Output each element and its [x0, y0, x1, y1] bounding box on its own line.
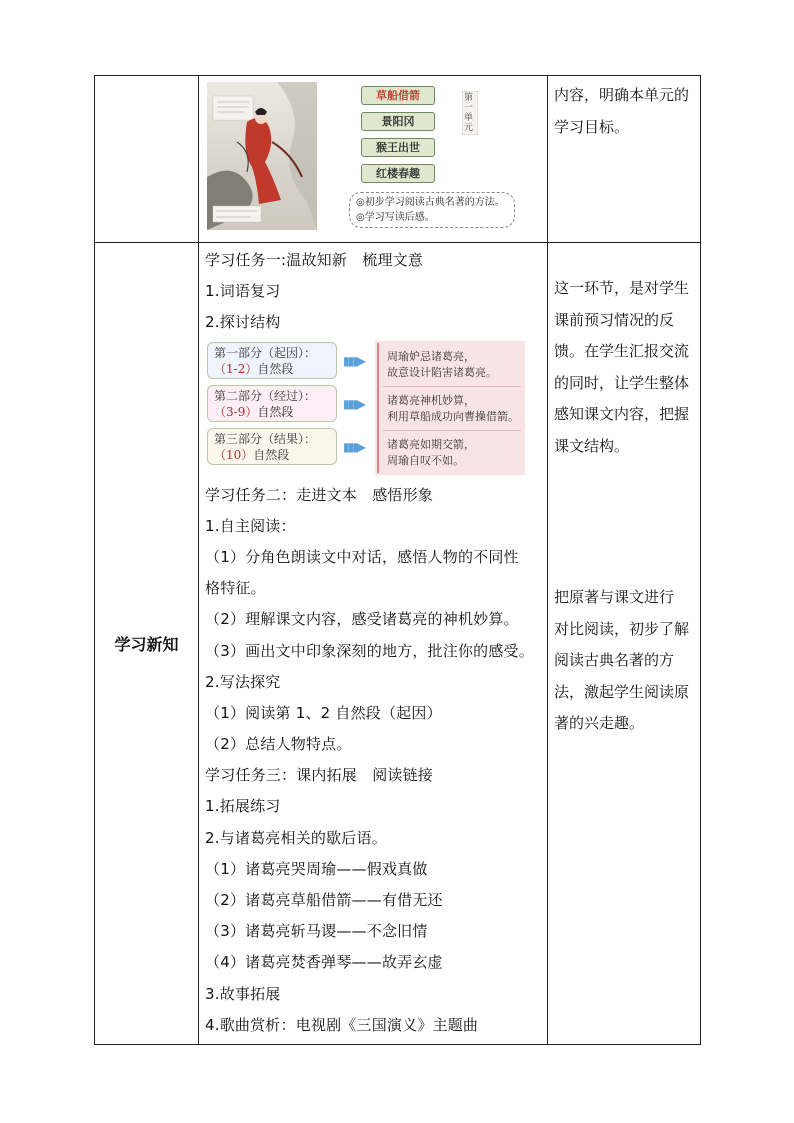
- content-line: （1）分角色朗读文中对话，感悟人物的不同性: [205, 547, 519, 566]
- note-line: 对比阅读，初步了解: [554, 619, 690, 638]
- content-line: 学习任务一:温故知新 梳理文意: [205, 251, 424, 269]
- content-line: （2）理解课文内容，感受诸葛亮的神机妙算。: [205, 610, 519, 629]
- accent-bar: [377, 343, 379, 473]
- part-title: 第一部分（起因）：: [214, 345, 317, 360]
- part-suffix: 自然段: [257, 361, 294, 376]
- content-line: 3.故事拓展: [205, 984, 281, 1003]
- unit-title-text: 第一单元: [464, 93, 474, 133]
- note-line: 课前预习情况的反: [554, 310, 675, 329]
- summary-block: [387, 437, 475, 469]
- summary-block: [387, 349, 497, 381]
- section-title: 学习新知: [95, 243, 199, 1045]
- part-suffix: 自然段: [257, 404, 294, 419]
- content-line: 学习任务二：走进文本 感悟形象: [205, 485, 434, 504]
- empty-cell: [95, 76, 199, 243]
- content-line: （3）诸葛亮斩马谡——不念旧情: [205, 922, 428, 941]
- summary-line: 故意设计陷害诸葛亮。: [387, 365, 497, 379]
- note-line: 阅读古典名著的方: [554, 651, 675, 669]
- table-row: [95, 243, 701, 1045]
- summary-line: 周瑜妒忌诸葛亮，: [387, 349, 475, 363]
- note-line: 课文结构。: [554, 436, 630, 455]
- goal-item: ◎初步学习阅读古典名著的方法。: [356, 197, 505, 208]
- content-line: 1.词语复习: [205, 282, 281, 301]
- arrow-icon: ▮▮▮▶: [343, 353, 365, 368]
- summary-block: [387, 393, 519, 425]
- note-line: 把原著与课文进行: [554, 588, 675, 606]
- content-line: 2.与诸葛亮相关的歇后语。: [205, 828, 387, 847]
- lesson-item: 景阳冈: [361, 112, 435, 131]
- part-range: （3-9）: [214, 404, 258, 419]
- note-cell: [548, 243, 701, 1045]
- note-line: 感知课文内容，把握: [554, 405, 690, 423]
- content-line: 1.自主阅读：: [205, 516, 296, 535]
- content-line: 2.写法探究: [205, 672, 281, 691]
- structure-part: [207, 342, 337, 379]
- content-line: （2）总结人物特点。: [205, 735, 352, 754]
- content-line: 1.拓展练习: [205, 797, 281, 816]
- lesson-plan-table: [94, 75, 701, 1045]
- content-line: （1）诸葛亮哭周瑜——假戏真做: [205, 859, 428, 878]
- structure-parts: [207, 342, 337, 471]
- lesson-item: 草船借箭: [361, 86, 435, 105]
- divider: [383, 430, 521, 431]
- lesson-item: 红楼春趣: [361, 164, 435, 183]
- note-line: 内容，明确本单元的: [554, 86, 690, 104]
- note-line: 的同时，让学生整体: [554, 373, 690, 392]
- note-line: 这一环节，是对学生: [554, 279, 690, 297]
- part-title: 第三部分（结果）：: [214, 431, 317, 446]
- note-cell: [548, 76, 701, 243]
- unit-goals-box: [349, 192, 515, 228]
- lesson-item: 猴王出世: [361, 138, 435, 157]
- note-line: 著的兴走趣。: [554, 714, 645, 732]
- arrow-icon: ▮▮▮▶: [343, 396, 365, 411]
- structure-summary-panel: [375, 341, 525, 475]
- arrow-icon: ▮▮▮▶: [343, 439, 365, 454]
- teaching-note: [548, 243, 700, 462]
- content-line: （3）画出文中印象深刻的地方，批注你的感受。: [205, 641, 534, 660]
- summary-line: 利用草船成功向曹操借箭。: [387, 409, 519, 423]
- note-line: 馈。在学生汇报交流: [554, 342, 690, 360]
- content-line: （1）阅读第 1、2 自然段（起因）: [205, 703, 442, 722]
- divider: [383, 386, 521, 387]
- part-range: （10）: [214, 447, 254, 462]
- slide-cell: [199, 76, 548, 243]
- teaching-note: [548, 76, 700, 143]
- book-cover-illustration: [207, 82, 317, 230]
- structure-slide: [207, 342, 525, 476]
- content-line: 4.歌曲赏析：电视剧《三国演义》主题曲: [205, 1015, 479, 1034]
- content-line: 学习任务三：课内拓展 阅读链接: [205, 766, 434, 785]
- content-line: 2.探讨结构: [205, 313, 281, 332]
- part-range: （1-2）: [214, 361, 258, 376]
- content-line: （2）诸葛亮草船借箭——有借无还: [205, 891, 443, 909]
- unit-slide-image: [207, 82, 525, 230]
- structure-part: [207, 385, 337, 422]
- summary-line: 诸葛亮如期交箭，: [387, 437, 475, 451]
- teaching-note: [548, 462, 700, 740]
- summary-line: 周瑜自叹不如。: [387, 453, 464, 467]
- structure-part: [207, 428, 337, 465]
- goal-item: ◎学习写读后感。: [356, 212, 435, 223]
- painting-illustration: [207, 82, 317, 230]
- note-line: 法，激起学生阅读原: [554, 682, 690, 701]
- summary-line: 诸葛亮神机妙算，: [387, 393, 475, 407]
- note-line: 学习目标。: [554, 117, 630, 136]
- content-cell: [199, 243, 548, 1045]
- lesson-list: [361, 86, 435, 190]
- table-row: [95, 76, 701, 243]
- content-line: 格特征。: [205, 579, 266, 598]
- part-title: 第二部分（经过）：: [214, 388, 317, 403]
- content-line: （4）诸葛亮焚香弹琴——故弄玄虚: [205, 953, 443, 972]
- part-suffix: 自然段: [253, 447, 290, 462]
- unit-title-badge: [462, 91, 478, 139]
